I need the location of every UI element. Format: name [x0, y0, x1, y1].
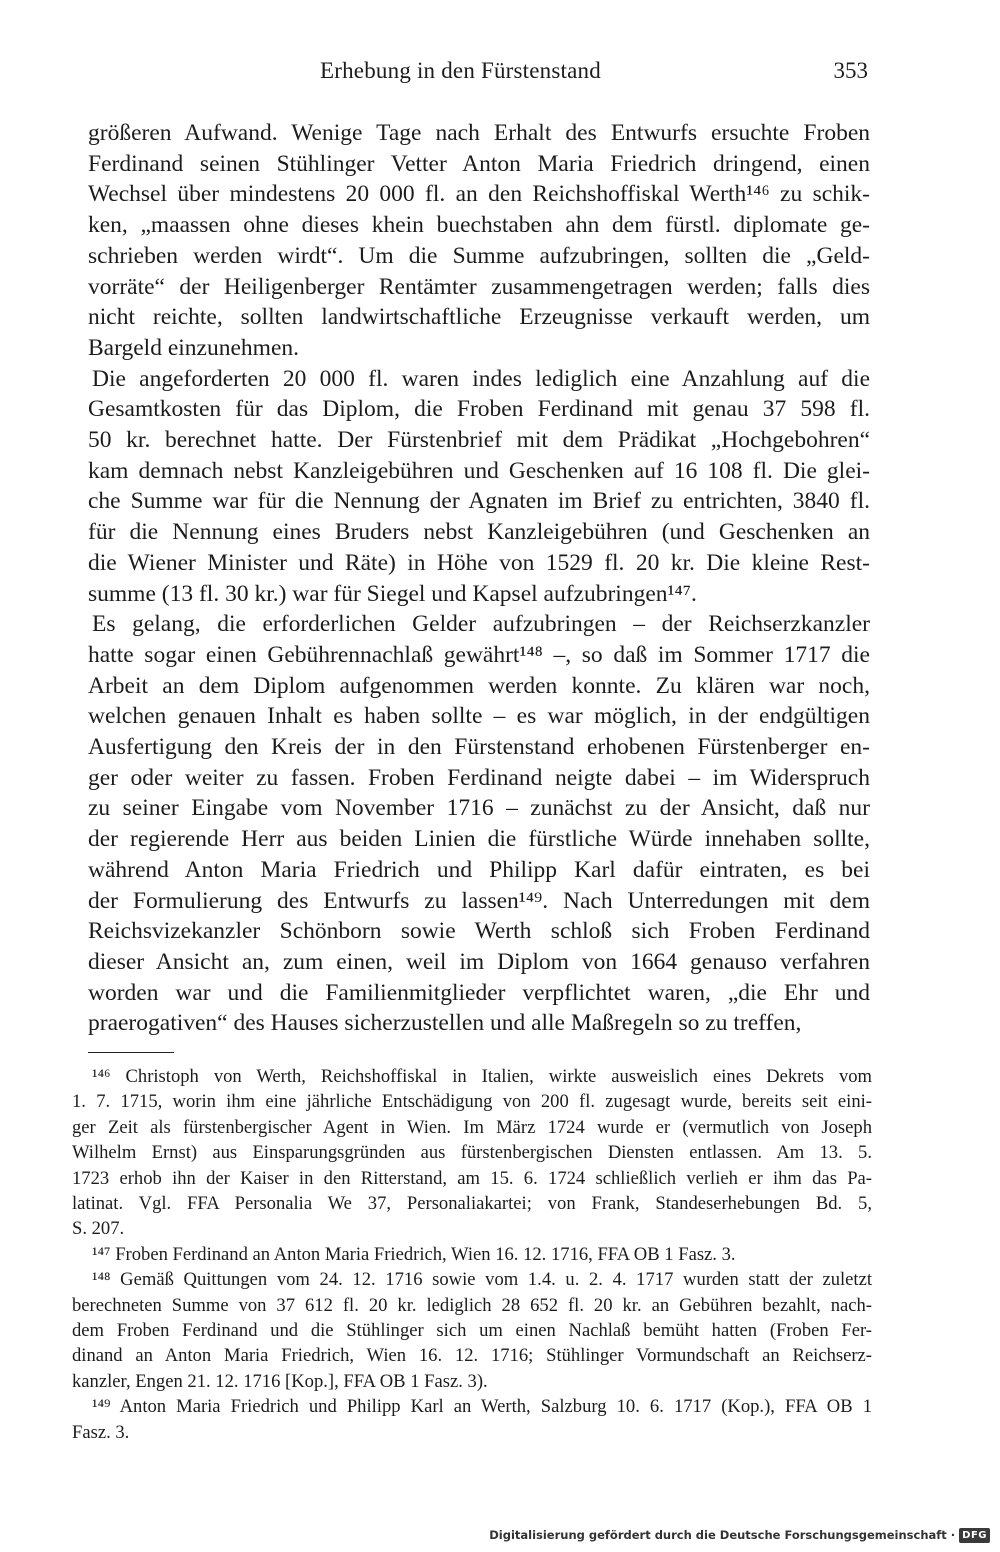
footnote-line: dem Froben Ferdinand und die Stühlinger sich um einen Nachlaß bemüht hatten (Froben Fer- — [72, 1320, 872, 1342]
body-line: größeren Aufwand. Wenige Tage nach Erhalt des Entwurfs ersuchte Froben — [88, 120, 870, 146]
footnote-line: ¹⁴⁹ Anton Maria Friedrich und Philipp Karl an Werth, Salzburg 10. 6. 1717 (Kop.), FFA OB 1 — [92, 1396, 872, 1418]
body-line: Ausfertigung den Kreis der in den Fürstenstand erhobenen Fürstenberger en- — [88, 734, 870, 761]
footnotes — [72, 1064, 872, 1445]
footnote-line: 1723 erhob ihn der Kaiser in den Ritterstand, am 15. 6. 1724 schließlich verlieh er ihm das Pa- — [72, 1167, 872, 1189]
body-line: während Anton Maria Friedrich und Philipp Karl dafür eintraten, es bei — [88, 856, 870, 883]
body-line: für die Nennung eines Bruders nebst Kanzleigebühren (und Geschenken an — [88, 519, 870, 546]
body-line: kam demnach nebst Kanzleigebühren und Geschenken auf 16 108 fl. Die glei- — [88, 457, 870, 484]
body-line: 50 kr. berechnet hatte. Der Fürstenbrief mit dem Prädikat „Hochgebohren“ — [88, 427, 870, 454]
page-header — [88, 58, 868, 98]
body-line: hatte sogar einen Gebührennachlaß gewährt¹⁴⁸ –, so daß im Sommer 1717 die — [88, 641, 870, 668]
footnote-line: Wilhelm Ernst) aus Einsparungsgründen aus fürstenbergischen Diensten entlassen. Am 13. 5. — [72, 1142, 872, 1164]
body-line: worden war und die Familienmitglieder verpflichtet waren, „die Ehr und — [88, 979, 870, 1006]
body-text — [88, 118, 870, 1039]
body-line: nicht reichte, sollten landwirtschaftliche Erzeugnisse verkauft werden, um — [88, 304, 870, 331]
footnote-rule — [88, 1052, 174, 1053]
footnote-line: ¹⁴⁷ Froben Ferdinand an Anton Maria Friedrich, Wien 16. 12. 1716, FFA OB 1 Fasz. 3. — [92, 1243, 736, 1265]
body-line: Die angeforderten 20 000 fl. waren indes lediglich eine Anzahlung auf die — [92, 365, 870, 392]
footnote-line: 1. 7. 1715, worin ihm eine jährliche Entschädigung von 200 fl. zugesagt wurde, bereits seit eini- — [72, 1091, 872, 1113]
dfg-logo-icon: DFG — [959, 1528, 990, 1543]
body-line: Wechsel über mindestens 20 000 fl. an den Reichshoffiskal Werth¹⁴⁶ zu schik- — [88, 181, 870, 208]
body-line: die Wiener Minister und Räte) in Höhe von 1529 fl. 20 kr. Die kleine Rest- — [88, 549, 870, 576]
page-number: 353 — [833, 58, 868, 83]
running-head: Erhebung in den Fürstenstand — [320, 58, 601, 83]
footnote-line: latinat. Vgl. FFA Personalia We 37, Personaliakartei; von Frank, Standeserhebungen Bd. 5, — [72, 1193, 872, 1215]
body-line: Bargeld einzunehmen. — [88, 334, 299, 361]
body-line: ger oder weiter zu fassen. Froben Ferdinand neigte dabei – im Widerspruch — [88, 764, 870, 791]
body-line: summe (13 fl. 30 kr.) war für Siegel und Kapsel aufzubringen¹⁴⁷. — [88, 580, 697, 607]
body-line: der regierende Herr aus beiden Linien die fürstliche Würde innehaben sollte, — [88, 826, 870, 853]
body-line: schrieben werden wirdt“. Um die Summe aufzubringen, sollten die „Geld- — [88, 242, 870, 269]
body-line: ken, „maassen ohne dieses khein buechstaben ahn dem fürstl. diplomate ge- — [88, 212, 870, 239]
footnote-line: S. 207. — [72, 1218, 125, 1240]
body-line: vorräte“ der Heiligenberger Rentämter zusammengetragen werden; falls dies — [88, 273, 870, 300]
dfg-credit-text: Digitalisierung gefördert durch die Deutsche Forschungsgemeinschaft · — [489, 1528, 956, 1542]
footnote-line: kanzler, Engen 21. 12. 1716 [Kop.], FFA OB 1 Fasz. 3). — [72, 1370, 488, 1392]
body-line: Arbeit an dem Diplom aufgenommen werden konnte. Zu klären war noch, — [88, 672, 870, 699]
body-line: Gesamtkosten für das Diplom, die Froben Ferdinand mit genau 37 598 fl. — [88, 396, 870, 423]
dfg-credit — [489, 1524, 990, 1546]
body-line: che Summe war für die Nennung der Agnaten im Brief zu entrichten, 3840 fl. — [88, 488, 870, 515]
body-line: Ferdinand seinen Stühlinger Vetter Anton Maria Friedrich dringend, einen — [88, 150, 870, 177]
footnote-line: Fasz. 3. — [72, 1421, 130, 1443]
body-line: zu seiner Eingabe vom November 1716 – zunächst zu der Ansicht, daß nur — [88, 795, 870, 822]
body-line: dieser Ansicht an, zum einen, weil im Diplom von 1664 genauso verfahren — [88, 948, 870, 975]
body-line: der Formulierung des Entwurfs zu lassen¹⁴⁹. Nach Unterredungen mit dem — [88, 887, 870, 914]
footnote-line: ger Zeit als fürstenbergischer Agent in Wien. Im März 1724 wurde er (vermutlich von Joseph — [72, 1116, 872, 1138]
footnote-line: ¹⁴⁸ Gemäß Quittungen vom 24. 12. 1716 sowie vom 1.4. u. 2. 4. 1717 wurden statt der zuletzt — [92, 1269, 872, 1291]
body-line: Es gelang, die erforderlichen Gelder aufzubringen – der Reichserzkanzler — [92, 611, 870, 638]
footnote-line: berechneten Summe von 37 612 fl. 20 kr. lediglich 28 652 fl. 20 kr. an Gebühren bezahlt, nach- — [72, 1294, 872, 1316]
body-line: Reichsvizekanzler Schönborn sowie Werth schloß sich Froben Ferdinand — [88, 918, 870, 945]
footnote-line: ¹⁴⁶ Christoph von Werth, Reichshoffiskal in Italien, wirkte ausweislich eines Dekrets vom — [92, 1066, 872, 1087]
body-line: praerogativen“ des Hauses sicherzustellen und alle Maßregeln so zu treffen, — [88, 1010, 802, 1037]
footnote-line: dinand an Anton Maria Friedrich, Wien 16. 12. 1716; Stühlinger Vormundschaft an Reichserz- — [72, 1345, 872, 1367]
body-line: welchen genauen Inhalt es haben sollte – es war möglich, in der endgültigen — [88, 703, 870, 730]
